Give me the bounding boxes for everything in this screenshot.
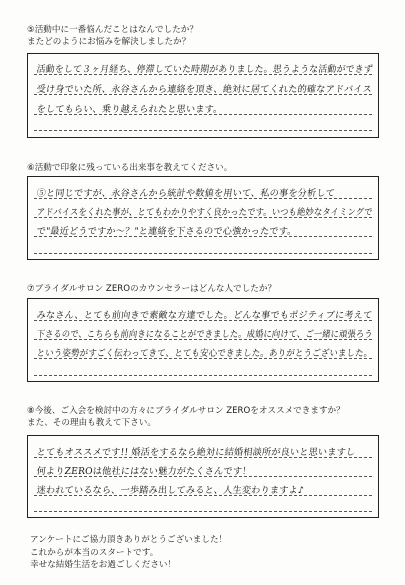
answer-box-5 <box>27 53 379 138</box>
answer-5-line-1: 活動をして３ヶ月経ち、停滞していた時期がありました。思うような活動ができず <box>36 64 374 75</box>
closing-message: アンケートにご協力頂きありがとうございました！ これからが本当のスタートです。 幸せな結婚生活をお過ごしください！ <box>30 535 228 570</box>
question-6-prompt: ⑥活動で印象に残っている出来事を教えてください。 <box>27 163 233 173</box>
answer-7-line-2: 下さるので、こちらも前向きになることができました。成婚に向けて、ご一緒に頑張ろう <box>36 329 374 340</box>
question-5-prompt: ⑤活動中に一番悩んだことはなんでしたか？ またどのようにお悩みを解決しましたか？ <box>27 25 198 47</box>
answer-6-line-1: ⑤と同じですが、永谷さんから統計や数値を用いて、私の事を分析して <box>36 188 336 199</box>
question-8-prompt: ⑧今後、ご入会を検討中の方々にブライダルサロン ZEROをオススメできますか？ また、その理由も教えて下さい。 <box>27 406 345 428</box>
answer-6-line-2: アドバイスをくれた事が、とてもわかりやすく良かったです。いつも絶妙なタイミングで <box>36 207 374 218</box>
question-6 <box>27 162 387 174</box>
answer-box-8 <box>27 435 379 518</box>
answer-8-line-2: 何よりZEROは他社にはない魅力がたくさんです！ <box>36 466 252 477</box>
answer-8-line-1: とてもオススメです!! 婚活をするなら絶対に結婚相談所が良いと思いますし <box>36 447 356 458</box>
question-5 <box>27 24 387 48</box>
answer-box-7 <box>27 298 379 382</box>
question-8 <box>27 405 387 429</box>
answer-box-6 <box>27 176 379 260</box>
answer-6-line-3: で"最近どうですか～？"と連絡を下さるので心強かったです。 <box>36 226 298 237</box>
question-7 <box>27 283 387 295</box>
answer-7-line-1: みなさん、とても前向きで素敵な方達でした。どんな事でもポジティブに考えて <box>36 310 373 321</box>
answer-7-line-3: という姿勢がすごく伝わってきて、とても安心できました。ありがとうございました。 <box>36 348 374 359</box>
question-7-prompt: ⑦ブライダルサロン ZEROのカウンセラーはどんな人でしたか？ <box>27 284 277 294</box>
answer-5-line-2: 受け身でいた所、永谷さんから連絡を頂き、絶対に居てくれた的確なアドバイス <box>36 84 373 95</box>
answer-5-line-3: をしてもらい、乗り越えられたと思います。 <box>36 104 224 115</box>
answer-8-line-3: 迷われているなら、一歩踏み出してみると、人生変わりますよ♪ <box>36 485 305 496</box>
